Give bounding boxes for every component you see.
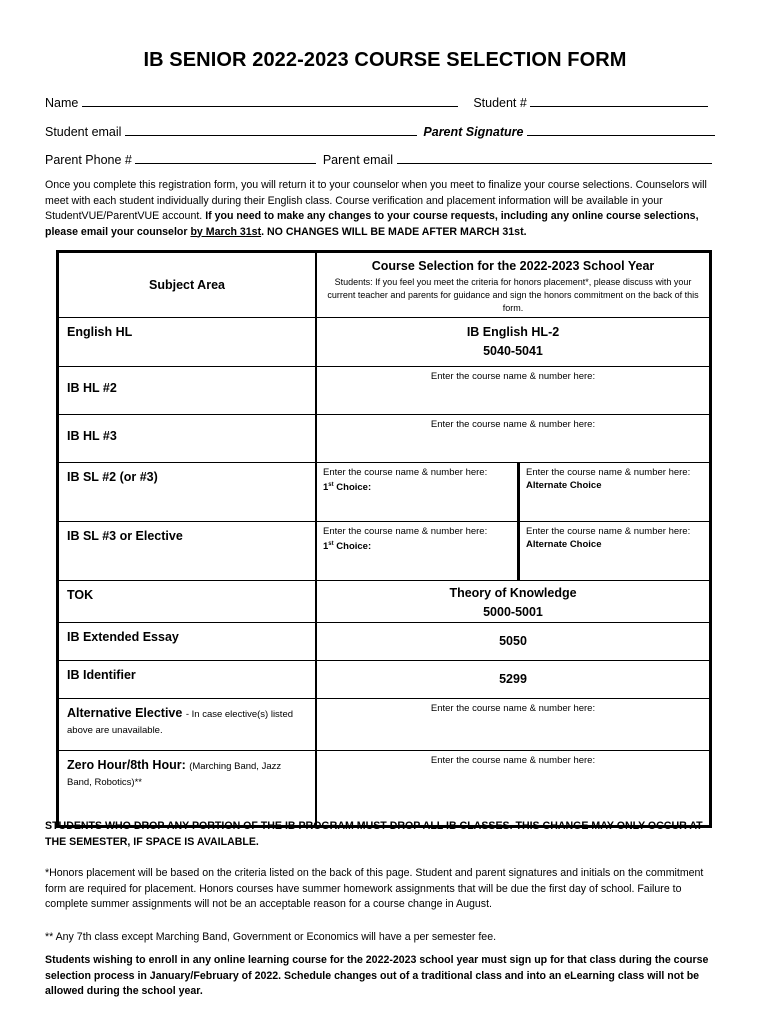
form-title: IB SENIOR 2022-2023 COURSE SELECTION FORM: [143, 49, 627, 71]
first-choice-number: 1: [323, 541, 329, 553]
course-tok: [316, 581, 711, 623]
enter-text: Enter the course name & number here:: [323, 526, 488, 537]
parent-phone-field[interactable]: [135, 151, 316, 164]
subject-hl3: IB HL #3: [58, 415, 317, 463]
course-name: IB English HL-2: [466, 325, 560, 339]
first-choice-suffix: st: [328, 482, 334, 488]
enter-course-prompt: Enter the course name & number here:: [430, 419, 596, 430]
first-choice-suffix: st: [328, 541, 334, 547]
subject-english: English HL: [58, 318, 317, 367]
subject-sl2: IB SL #2 (or #3): [58, 463, 317, 522]
parent-email-field[interactable]: [397, 151, 712, 164]
course-entry-sl3-alt[interactable]: [519, 522, 711, 581]
first-choice-number: 1: [323, 482, 329, 494]
enter-text: Enter the course name & number here:: [526, 526, 691, 537]
subject-tok: TOK: [58, 581, 317, 623]
alternate-choice-label: Alternate Choice: [526, 480, 602, 491]
parent-signature-label: Parent Signature: [423, 125, 524, 139]
student-number-field[interactable]: [530, 94, 708, 107]
intro-bold-2: . NO CHANGES WILL BE MADE AFTER MARCH 31st.: [261, 225, 527, 238]
course-english: [316, 318, 711, 367]
header-selection-note: Students: If you feel you meet the criteria for honors placement*, please discuss with your current teacher and parents for guidance and sign the honors commitment on the back of this form.: [327, 277, 699, 313]
table-row: [58, 367, 711, 415]
table-row: [58, 415, 711, 463]
table-row: [58, 522, 711, 581]
enter-course-prompt: [520, 463, 709, 495]
table-header-row: [58, 252, 711, 318]
student-email-field[interactable]: [125, 123, 417, 136]
course-entry-zero-hour[interactable]: [316, 751, 711, 827]
enter-course-prompt: Enter the course name & number here:: [430, 755, 596, 766]
email-row: [45, 123, 715, 139]
first-choice-label: [323, 541, 371, 552]
student-email-label: Student email: [45, 125, 122, 139]
online-note: Students wishing to enroll in any online learning course for the 2022-2023 school year must sign up for that class during the course selection process in January/February of 2022. Schedule changes out of a traditional class and into an eLearning class will not be allowed during the school year.: [45, 954, 709, 997]
parent-phone-label: Parent Phone #: [45, 153, 132, 167]
course-selection-table: [56, 250, 712, 828]
course-entry-sl3-first[interactable]: [316, 522, 519, 581]
parent-row: [45, 151, 712, 167]
intro-bold-1: If you need to make any changes to your course requests, including any online course selections, please email your counselor: [45, 210, 699, 238]
subject-hl2: IB HL #2: [58, 367, 317, 415]
course-extended-essay: [316, 623, 711, 661]
alternative-elective-note: - In case elective(s) listed above are unavailable.: [67, 709, 294, 736]
table-row: [58, 318, 711, 367]
drop-warning: STUDENTS WHO DROP ANY PORTION OF THE IB PROGRAM MUST DROP ALL IB CLASSES. THIS CHANGE MAY ONLY OCCUR AT THE SEMESTER, IF SPACE IS AVAILABLE.: [45, 820, 703, 848]
parent-email-label: Parent email: [322, 153, 394, 167]
student-number-label: Student #: [473, 96, 527, 110]
table-row: [58, 623, 711, 661]
subject-zero-hour: [58, 751, 317, 827]
first-choice-text: Choice:: [336, 482, 372, 494]
enter-text: Enter the course name & number here:: [526, 467, 691, 478]
course-entry-hl2[interactable]: [316, 367, 711, 415]
first-choice-label: [323, 482, 371, 493]
enter-course-prompt: Enter the course name & number here:: [430, 703, 596, 714]
name-label: Name: [45, 96, 79, 110]
honors-note: *Honors placement will be based on the criteria listed on the back of this page. Student and parent signatures and initials on the commitment form are required for placement. Honors courses have summer homework assignments that will be due the first day of school. Failure to complete summer assignments will not be an acceptable reason for a course change in August.: [45, 867, 704, 910]
course-entry-sl2-alt[interactable]: [519, 463, 711, 522]
subject-alternative-elective: [58, 699, 317, 751]
course-ib-identifier: [316, 661, 711, 699]
header-course-selection: [316, 252, 711, 318]
subject-extended-essay: IB Extended Essay: [58, 623, 317, 661]
table-row: [58, 661, 711, 699]
first-choice-text: Choice:: [336, 541, 372, 553]
course-code: 5040-5041: [483, 344, 543, 358]
zero-hour-label: Zero Hour/8th Hour:: [67, 758, 186, 772]
name-row: [45, 94, 708, 110]
table-row: [58, 581, 711, 623]
table-row: [58, 751, 711, 827]
fee-note: ** Any 7th class except Marching Band, Government or Economics will have a per semester fee.: [45, 931, 497, 943]
header-selection-title: Course Selection for the 2022-2023 School Year: [371, 259, 655, 273]
course-entry-hl3[interactable]: [316, 415, 711, 463]
zero-hour-note: (Marching Band, Jazz Band, Robotics)**: [67, 761, 282, 788]
enter-course-prompt: Enter the course name & number here:: [430, 371, 596, 382]
enter-course-prompt: [317, 463, 517, 497]
intro-paragraph: [45, 178, 725, 240]
course-entry-alternative[interactable]: [316, 699, 711, 751]
intro-text: Once you complete this registration form, you will return it to your counselor when you meet to finalize your course selections. Counselors will meet with each student individually during their English class. Course verification and placement information will be available in your StudentVUE/ParentVUE account.: [45, 179, 707, 222]
table-row: [58, 699, 711, 751]
header-subject-area: Subject Area: [58, 252, 317, 318]
alternative-elective-label: Alternative Elective: [67, 706, 183, 720]
parent-signature-field[interactable]: [527, 123, 715, 136]
enter-course-prompt: [317, 522, 517, 556]
course-code: 5050: [499, 634, 527, 648]
intro-deadline: by March 31st: [190, 225, 262, 238]
subject-sl3: IB SL #3 or Elective: [58, 522, 317, 581]
course-name: Theory of Knowledge: [449, 586, 577, 600]
enter-text: Enter the course name & number here:: [323, 467, 488, 478]
course-entry-sl2-first[interactable]: [316, 463, 519, 522]
table-row: [58, 463, 711, 522]
name-field[interactable]: [82, 94, 458, 107]
course-code: 5299: [499, 672, 527, 686]
course-code: 5000-5001: [483, 605, 543, 619]
alternate-choice-label: Alternate Choice: [526, 539, 602, 550]
enter-course-prompt: [520, 522, 709, 554]
subject-ib-identifier: IB Identifier: [58, 661, 317, 699]
